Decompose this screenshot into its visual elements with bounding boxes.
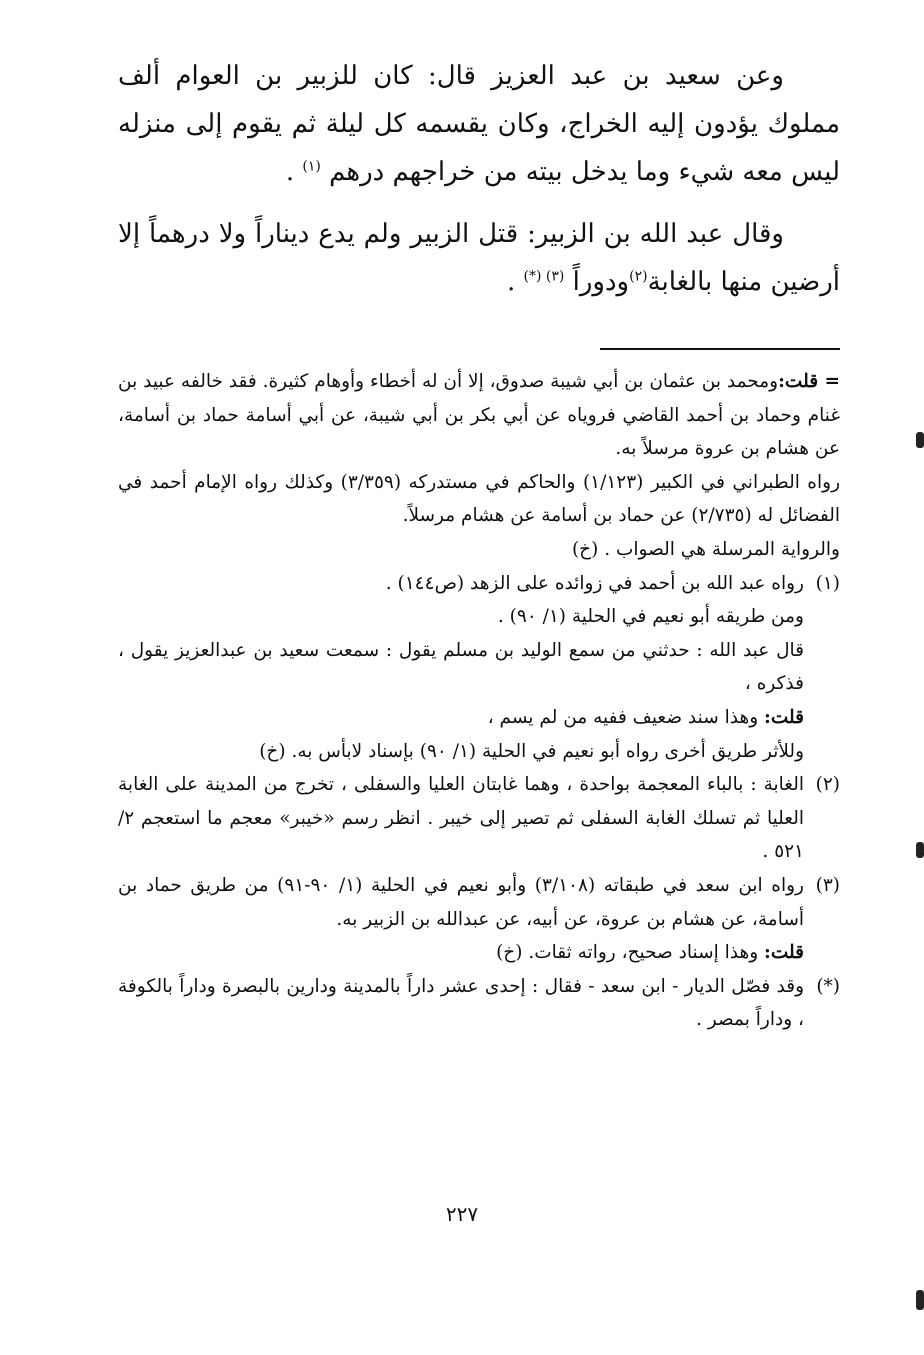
- footnote-1-qult-text: وهذا سند ضعيف ففيه من لم يسم ،: [487, 706, 765, 728]
- footnote-star-number: (*): [816, 975, 840, 997]
- main-paragraph-2-tail: ودوراً: [572, 267, 630, 297]
- footnote-3-line-2: [118, 936, 804, 970]
- footnote-1-qult-label: قلت:: [764, 706, 804, 728]
- main-paragraph-1: وعن سعيد بن عبد العزيز قال: كان للزبير بن العوام ألف مملوك يؤدون إليه الخراج، وكان يقسمه كل ليلة ثم يقوم إلى منزله ليس معه شيء وما يدخل بيته من خراجهم درهم $^{(١)}$ .: [118, 61, 840, 187]
- footnote-1-body: [118, 567, 804, 601]
- footnote-1-line-5: وللأثر طريق أخرى رواه أبو نعيم في الحلية (١/ ٩٠) بإسناد لابأس به. (خ): [259, 740, 804, 762]
- main-paragraph-2-text: وقال عبد الله بن الزبير: قتل الزبير ولم يدع ديناراً ولا درهماً إلا أرضين منها بالغابة: [118, 219, 840, 297]
- main-paragraph-2: وقال عبد الله بن الزبير: قتل الزبير ولم يدع ديناراً ولا درهماً إلا أرضين منها بالغابة$^{(٢)}$ودوراً $^{(٣) (*)}$ .: [118, 219, 840, 297]
- note-intro-text: ومحمد بن عثمان بن أبي شيبة صدوق، إلا أن له أخطاء وأوهام كثيرة. فقد خالفه عبيد بن غنام وحماد بن أحمد القاضي فروياه عن أبي بكر بن أبي شيبة، عن أبي أسامة حماد بن أسامة، عن هشام بن عروة مرسلاً به.: [118, 371, 840, 460]
- page-number: ٢٢٧: [445, 1202, 479, 1226]
- footnote-3-text: رواه ابن سعد في طبقاته (٣/١٠٨) وأبو نعيم في الحلية (١/ ٩٠-٩١) من طريق حماد بن أسامة، عن هشام بن عروة، عن أبيه، عن عبدالله بن الزبير به.: [118, 874, 804, 930]
- page-body: [118, 52, 841, 1031]
- footnote-3-qult-text: وهذا إسناد صحيح، رواته ثقات. (خ): [496, 942, 765, 964]
- footnote-1-line-4: [118, 701, 840, 735]
- footnote-2: [118, 768, 840, 869]
- footnote-3-qult-label: قلت:: [764, 942, 804, 964]
- note-intro: [118, 365, 840, 466]
- scan-edge-mark-3: [916, 1290, 924, 1310]
- footnote-separator: [600, 348, 840, 350]
- main-text: [118, 52, 840, 306]
- footnote-1-line-3: قال عبد الله : حدثني من سمع الوليد بن مسلم يقول : سمعت سعيد بن عبدالعزيز يقول ، فذكره ،: [118, 639, 804, 695]
- footnote-1-line-1: رواه عبد الله بن أحمد في زوائده على الزهد (ص١٤٤) .: [385, 572, 804, 594]
- scan-edge-mark-2: [916, 842, 924, 858]
- footnote-1: [118, 567, 840, 601]
- note-intro-2: رواه الطبراني في الكبير (١/١٢٣) والحاكم في مستدركه (٣/٣٥٩) وكذلك رواه الإمام أحمد في الفضائل له (٢/٧٣٥) عن حماد بن أسامة عن هشام مرسلاً.: [118, 471, 841, 527]
- footnote-1-number: (١): [815, 572, 840, 594]
- footnote-mark-3: (٣) (*): [523, 268, 565, 285]
- note-intro-3: والرواية المرسلة هي الصواب . (خ): [571, 538, 840, 560]
- scan-edge-mark-1: [916, 432, 924, 448]
- footnote-star: [118, 970, 840, 1037]
- footnotes: [118, 365, 840, 1037]
- footnote-1-line-2: ومن طريقه أبو نعيم في الحلية (١/ ٩٠) .: [497, 606, 804, 628]
- footnote-2-text: الغابة : بالباء المعجمة بواحدة ، وهما غابتان العليا والسفلى ، تخرج من المدينة على الغابة العليا ثم تسلك الغابة السفلى ثم تصير إلى خيبر . انظر رسم «خيبر» معجم ما استعجم ٢/ ٥٢١ .: [118, 774, 804, 863]
- footnote-mark-1: (١): [302, 158, 321, 175]
- main-paragraph-1-text: وعن سعيد بن عبد العزيز قال: كان للزبير بن العوام ألف مملوك يؤدون إليه الخراج، وكان يقسمه كل ليلة ثم يقوم إلى منزله ليس معه شيء وما يدخل بيته من خراجهم درهم: [118, 61, 840, 187]
- footnote-star-text: وقد فصّل الديار - ابن سعد - فقال : إحدى عشر داراً بالمدينة ودارين بالبصرة وداراً بالكوفة ، وداراً بمصر .: [118, 975, 804, 1031]
- footnote-mark-2: (٢): [629, 268, 648, 285]
- note-intro-label: = قلت:: [778, 371, 841, 392]
- footnote-3: [118, 869, 840, 970]
- footnote-3-body: [118, 869, 804, 970]
- footnote-2-number: (٢): [815, 774, 840, 796]
- footnote-3-number: (٣): [815, 874, 840, 896]
